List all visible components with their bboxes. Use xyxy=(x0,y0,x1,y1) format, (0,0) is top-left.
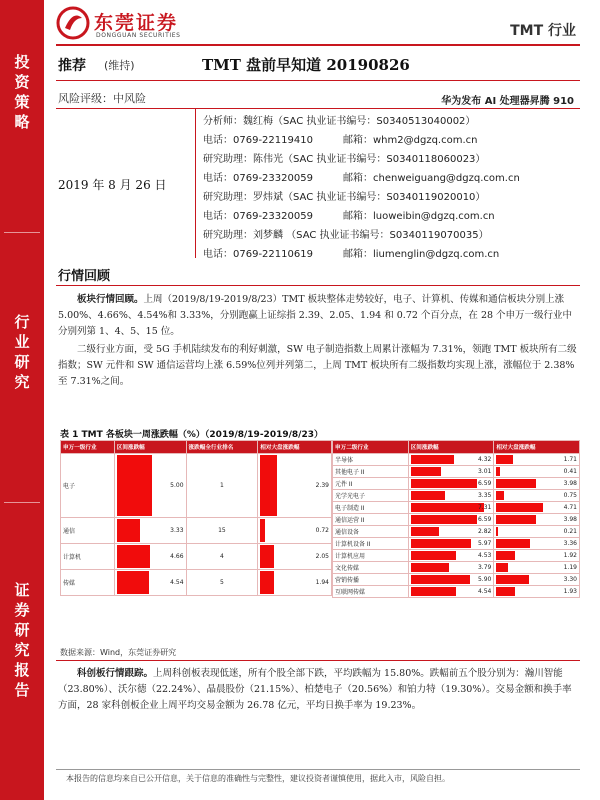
paragraph-body: 上周（2019/8/19-2019/8/23）TMT 板块整体走势较好，电子、计算机、传媒和通信板块分别上涨 5.00%、4.66%、4.54%和 3.33%，分别跑赢上证综指 2.39、2.05、1.94 和 0.72 个百分点，在 28 个申万一级行业中分别列第 1、4、5、15 位。 xyxy=(58,294,573,337)
relative-cell xyxy=(494,574,580,586)
bar-value: 3.36 xyxy=(563,540,577,547)
bar-value: 3.30 xyxy=(563,576,577,583)
subtitle-rule xyxy=(56,108,580,109)
change-cell xyxy=(114,454,186,518)
email-link[interactable]: 邮箱：chenweiguang@dgzq.com.cn xyxy=(343,173,520,184)
change-cell xyxy=(408,466,494,478)
report-date: 2019 年 8 月 26 日 xyxy=(58,178,167,192)
bar-value: 6.59 xyxy=(477,516,492,523)
paragraph-market xyxy=(58,292,580,340)
change-cell xyxy=(408,478,494,490)
contact-row xyxy=(203,169,520,188)
report-subtitle: 华为发布 AI 处理器昇腾 910 xyxy=(441,96,574,107)
bar-value: 0.72 xyxy=(315,527,329,534)
industry-name: 其他电子 II xyxy=(333,466,409,478)
email-link[interactable]: 邮箱：luoweibin@dgzq.com.cn xyxy=(343,211,495,222)
bar-value: 3.33 xyxy=(170,527,184,534)
source-rule xyxy=(56,660,580,661)
table-header: 区间涨跌幅 xyxy=(408,441,494,454)
bar-value: 5.90 xyxy=(477,576,492,583)
sidebar-divider xyxy=(4,502,40,503)
bar-value: 3.35 xyxy=(477,492,492,499)
industry-name: 计算机设备 II xyxy=(333,538,409,550)
industry-name: 通信设备 xyxy=(333,526,409,538)
bar-value: 3.98 xyxy=(563,480,577,487)
table-level2 xyxy=(332,440,580,598)
industry-name: 文化传媒 xyxy=(333,562,409,574)
bar-value: 1.71 xyxy=(563,456,577,463)
relative-cell xyxy=(494,550,580,562)
table-row xyxy=(333,526,580,538)
rank-cell: 5 xyxy=(186,570,258,596)
change-cell xyxy=(408,538,494,550)
relative-cell xyxy=(258,570,332,596)
section-title: 行情回顾 xyxy=(58,269,111,284)
bar-value: 1.92 xyxy=(563,552,577,559)
table-level1 xyxy=(60,440,332,596)
industry-name: 营销传播 xyxy=(333,574,409,586)
change-cell xyxy=(408,526,494,538)
table-row xyxy=(333,514,580,526)
bar-value: 2.82 xyxy=(477,528,492,535)
bar-value: 1.19 xyxy=(563,564,577,571)
relative-cell xyxy=(258,518,332,544)
paragraph-lead: 板块行情回顾。 xyxy=(77,294,144,305)
bar-value: 4.32 xyxy=(477,456,492,463)
bar-value: 0.75 xyxy=(563,492,577,499)
relative-cell xyxy=(494,466,580,478)
section-rule xyxy=(56,285,580,286)
change-cell xyxy=(408,514,494,526)
table-header: 申万二级行业 xyxy=(333,441,409,454)
header-rule xyxy=(56,44,580,46)
rank-cell: 1 xyxy=(186,454,258,518)
paragraph-body: 二级行业方面，受 5G 手机陆续发布的利好刺激，SW 电子制造指数上周累计涨幅为 7.31%，领跑 TMT 板块所有二级指数；SW 元件和 SW 通信运营均上涨 6.59%位列并列第二，上周 TMT 板块所有二级指数均实现上涨，涨幅位于 2.38%至 7.31%之间。 xyxy=(58,344,577,387)
industry-name: 元件 II xyxy=(333,478,409,490)
relative-cell xyxy=(494,478,580,490)
rating: 推荐 xyxy=(58,58,86,74)
bar-value: 1.93 xyxy=(563,588,577,595)
table-header: 区间涨跌幅 xyxy=(114,441,186,454)
relative-cell xyxy=(494,490,580,502)
info-divider xyxy=(195,108,196,258)
relative-cell xyxy=(258,454,332,518)
relative-cell xyxy=(494,502,580,514)
relative-cell xyxy=(494,586,580,598)
relative-cell xyxy=(494,454,580,466)
email-link[interactable]: 邮箱：liumenglin@dgzq.com.cn xyxy=(343,249,500,260)
bar-value: 5.00 xyxy=(170,482,184,489)
bar-value: 1.94 xyxy=(315,579,329,586)
table-caption: 表 1 TMT 各板块一周涨跌幅（%）（2019/8/19-2019/8/23） xyxy=(60,430,323,440)
paragraph-body: 上周科创板表现低迷，所有个股全部下跌，平均跌幅为 15.80%。跌幅前五个股分别为：瀚川智能（23.80%）、沃尔德（22.24%）、晶晨股份（21.15%）、柏楚电子（20.56%）和铂力特（19.30%）。交易金额和换手率方面，28 家科创板企业上周平均交易金额为 26.78 亿元，平均日换手率为 19.23%。 xyxy=(58,668,572,711)
change-cell xyxy=(408,574,494,586)
table-row xyxy=(333,550,580,562)
title-rule xyxy=(56,80,580,81)
analyst-line: 分析师：魏红梅（SAC 执业证书编号：S0340513040002） xyxy=(203,116,476,127)
table-row xyxy=(61,518,332,544)
bar-value: 0.21 xyxy=(563,528,577,535)
change-cell xyxy=(408,502,494,514)
table-row xyxy=(333,502,580,514)
assistant-line: 研究助理：罗炜斌（SAC 执业证书编号：S0340119020010） xyxy=(203,192,486,203)
relative-cell xyxy=(494,514,580,526)
table-row xyxy=(333,490,580,502)
sidebar-label-strategy: 投资策略 xyxy=(14,53,30,131)
assistant-line: 研究助理：刘梦麟 （SAC 执业证书编号：S0340119070035） xyxy=(203,230,489,241)
industry-name: 互联网传媒 xyxy=(333,586,409,598)
relative-cell xyxy=(494,526,580,538)
phone: 电话：0769-22110619 xyxy=(203,249,313,260)
change-cell xyxy=(408,454,494,466)
bar-value: 4.66 xyxy=(170,553,184,560)
phone: 电话：0769-23320059 xyxy=(203,173,313,184)
bar-value: 5.97 xyxy=(477,540,492,547)
logo-icon xyxy=(56,6,90,40)
bar-value: 4.54 xyxy=(170,579,184,586)
paragraph-sub-industry xyxy=(58,342,580,390)
table-row xyxy=(333,586,580,598)
industry-name: 通信 xyxy=(61,518,115,544)
table-header: 申万一级行业 xyxy=(61,441,115,454)
bar-value: 2.05 xyxy=(315,553,329,560)
industry-name: 通信运营 II xyxy=(333,514,409,526)
table-row xyxy=(333,562,580,574)
table-row xyxy=(61,570,332,596)
table-row xyxy=(61,544,332,570)
contact-row xyxy=(203,245,520,264)
bar-value: 3.79 xyxy=(477,564,492,571)
rating-sub: (维持) xyxy=(104,59,135,72)
bar-value: 4.54 xyxy=(477,588,492,595)
change-cell xyxy=(114,518,186,544)
logo-english: DONGGUAN SECURITIES xyxy=(96,32,181,39)
industry-name: 半导体 xyxy=(333,454,409,466)
contact-row xyxy=(203,131,520,150)
bar-value: 3.98 xyxy=(563,516,577,523)
bar-value: 4.53 xyxy=(477,552,492,559)
bar-value: 0.41 xyxy=(563,468,577,475)
table-row xyxy=(333,466,580,478)
bar-value: 2.39 xyxy=(315,482,329,489)
industry-name: 传媒 xyxy=(61,570,115,596)
industry-name: 电子 xyxy=(61,454,115,518)
report-title: TMT 盘前早知道 20190826 xyxy=(202,56,410,74)
industry-label: TMT 行业 xyxy=(510,23,576,39)
left-sidebar xyxy=(0,0,44,800)
contact-list xyxy=(203,112,520,264)
change-cell xyxy=(408,562,494,574)
risk-rating: 风险评级：中风险 xyxy=(58,92,146,105)
sidebar-label-report: 证券研究报告 xyxy=(14,581,30,699)
relative-cell xyxy=(494,538,580,550)
assistant-line: 研究助理：陈伟光（SAC 执业证书编号：S0340118060023） xyxy=(203,154,486,165)
change-cell xyxy=(114,570,186,596)
bar-value: 3.01 xyxy=(477,468,492,475)
change-cell xyxy=(408,586,494,598)
logo-text: 东莞证券 xyxy=(94,12,179,34)
table-header: 涨跌幅全行业排名 xyxy=(186,441,258,454)
phone: 电话：0769-23320059 xyxy=(203,211,313,222)
table-source: 数据来源：Wind，东莞证券研究 xyxy=(60,648,177,657)
change-cell xyxy=(114,544,186,570)
industry-name: 计算机应用 xyxy=(333,550,409,562)
relative-cell xyxy=(494,562,580,574)
table-header: 相对大盘涨跌幅 xyxy=(494,441,580,454)
table-row xyxy=(333,478,580,490)
sidebar-label-industry: 行业研究 xyxy=(14,313,30,391)
rank-cell: 4 xyxy=(186,544,258,570)
table-row xyxy=(333,574,580,586)
disclaimer: 本报告的信息均来自已公开信息，关于信息的准确性与完整性，建议投资者谨慎使用，据此入市，风险自担。 xyxy=(66,774,450,783)
industry-name: 计算机 xyxy=(61,544,115,570)
table-row xyxy=(333,538,580,550)
paragraph-star-market xyxy=(58,666,580,714)
email-link[interactable]: 邮箱：whm2@dgzq.com.cn xyxy=(343,135,478,146)
bar-value: 4.71 xyxy=(563,504,577,511)
bar-value: 6.59 xyxy=(477,480,492,487)
contact-row xyxy=(203,207,520,226)
paragraph-lead: 科创板行情跟踪。 xyxy=(77,668,154,679)
change-cell xyxy=(408,490,494,502)
table-row xyxy=(61,454,332,518)
bar-value: 7.31 xyxy=(477,504,492,511)
sidebar-divider xyxy=(4,232,40,233)
table-row xyxy=(333,454,580,466)
industry-name: 电子制造 II xyxy=(333,502,409,514)
phone: 电话：0769-22119410 xyxy=(203,135,313,146)
table-header: 相对大盘涨跌幅 xyxy=(258,441,332,454)
industry-name: 光学光电子 xyxy=(333,490,409,502)
footer-rule xyxy=(56,769,580,770)
change-cell xyxy=(408,550,494,562)
relative-cell xyxy=(258,544,332,570)
rank-cell: 15 xyxy=(186,518,258,544)
